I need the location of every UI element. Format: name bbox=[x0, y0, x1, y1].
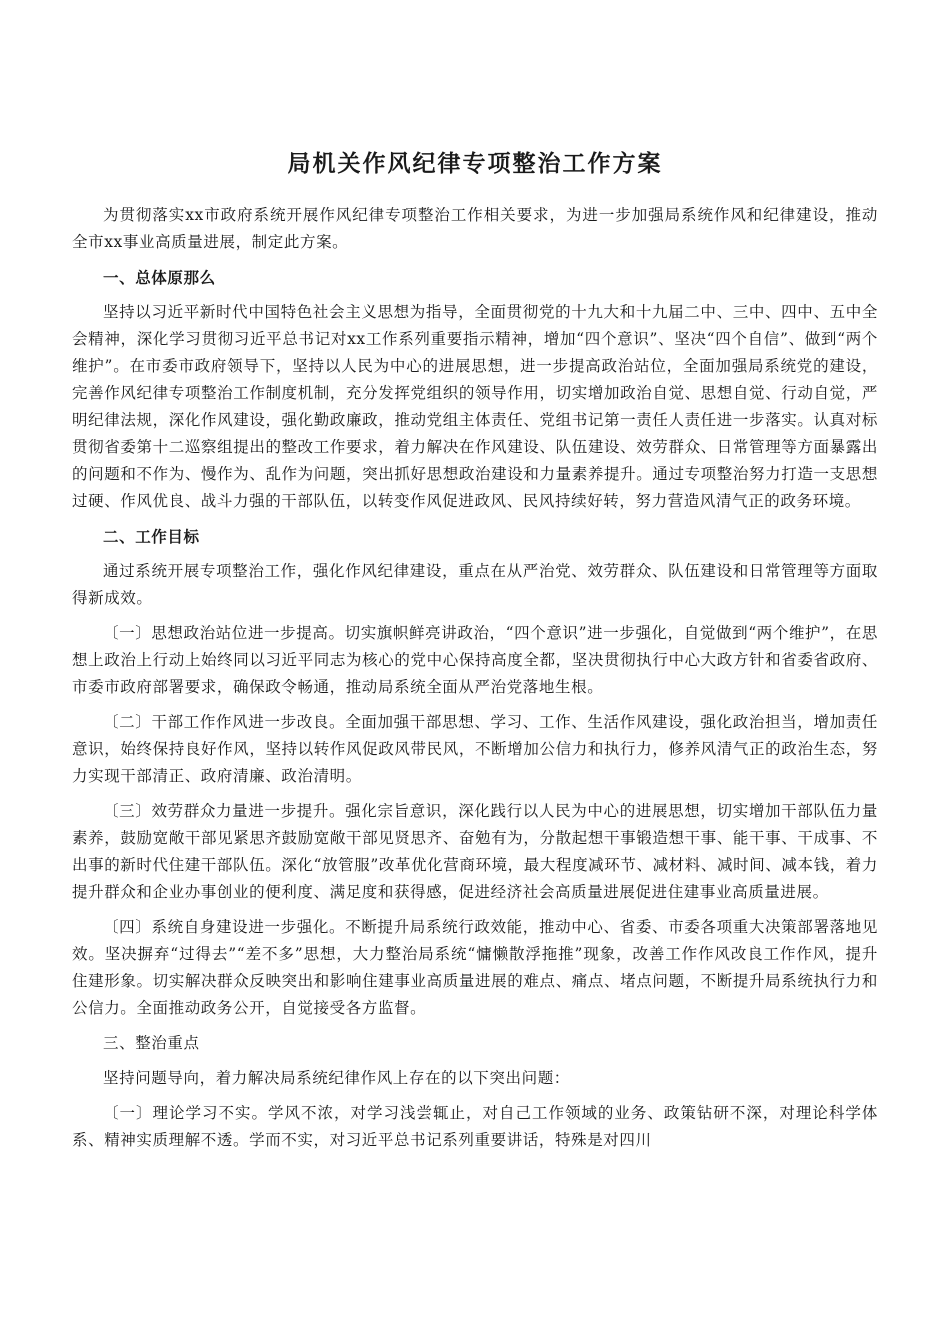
paragraph-focus-1: 〔一〕理论学习不实。学风不浓，对学习浅尝辄止，对自己工作领域的业务、政策钻研不深，对理论科学体系、精神实质理解不透。学而不实，对习近平总书记系列重要讲话，特殊是对四川 bbox=[72, 1103, 878, 1149]
section-heading-2: 二、工作目标 bbox=[103, 526, 200, 546]
section-heading-1: 一、总体原那么 bbox=[103, 267, 216, 287]
document-title: 局机关作风纪律专项整治工作方案 bbox=[287, 150, 663, 177]
section-heading-3: 三、整治重点 bbox=[103, 1033, 200, 1052]
paragraph-focus-intro: 坚持问题导向，着力解决局系统纪律作风上存在的以下突出问题： bbox=[103, 1068, 570, 1087]
paragraph-goal-3: 〔三〕效劳群众力量进一步提升。强化宗旨意识，深化践行以人民为中心的进展思想，切实增加干部队伍力量素养，鼓励宽敞干部见紧思齐鼓励宽敞干部见贤思齐、奋勉有为，分散起想干事锻造想干事、能干事、干成事、不出事的新时代住建干部队伍。深化“放管服”改革优化营商环境，最大程度减环节、减材料、减时间、减本钱，着力提升群众和企业办事创业的便利度、满足度和获得感，促进经济社会高质量进展促进住建事业高质量进展。 bbox=[72, 801, 878, 901]
paragraph-goal-1: 〔一〕思想政治站位进一步提高。切实旗帜鲜亮讲政治，“四个意识”进一步强化，自觉做到“两个维护”，在思想上政治上行动上始终同以习近平同志为核心的党中心保持高度全都，坚决贯彻执行中心大政方针和省委省政府、市委市政府部署要求，确保政令畅通，推动局系统全面从严治党落地生根。 bbox=[72, 623, 878, 696]
paragraph-goals-intro: 通过系统开展专项整治工作，强化作风纪律建设，重点在从严治党、效劳群众、队伍建设和日常管理等方面取得新成效。 bbox=[72, 561, 878, 607]
paragraph-goal-4: 〔四〕系统自身建设进一步强化。不断提升局系统行政效能，推动中心、省委、市委各项重大决策部署落地见效。坚决摒弃“过得去”“差不多”思想，大力整治局系统“慵懒散浮拖推”现象，改善工作作风改良工作作风，提升住建形象。切实解决群众反映突出和影响住建事业高质量进展的难点、痛点、堵点问题，不断提升局系统执行力和公信力。全面推动政务公开，自觉接受各方监督。 bbox=[72, 917, 878, 1017]
paragraph-goal-2: 〔二〕干部工作作风进一步改良。全面加强干部思想、学习、工作、生活作风建设，强化政治担当，增加责任意识，始终保持良好作风，坚持以转作风促政风带民风，不断增加公信力和执行力，修养风清气正的政治生态，努力实现干部清正、政府清廉、政治清明。 bbox=[72, 712, 878, 785]
paragraph-principles: 坚持以习近平新时代中国特色社会主义思想为指导，全面贯彻党的十九大和十九届二中、三中、四中、五中全会精神，深化学习贯彻习近平总书记对xx工作系列重要指示精神，增加“四个意识”、坚决“四个自信”、做到“两个维护”。在市委市政府领导下，坚持以人民为中心的进展思想，进一步提高政治站位，全面加强局系统党的建设，完善作风纪律专项整治工作制度机制，充分发挥党组织的领导作用，切实增加政治自觉、思想自觉、行动自觉，严明纪律法规，深化作风建设，强化勤政廉政，推动党组主体责任、党组书记第一责任人责任进一步落实。认真对标贯彻省委第十二巡察组提出的整改工作要求，着力解决在作风建设、队伍建设、效劳群众、日常管理等方面暴露出的问题和不作为、慢作为、乱作为问题，突出抓好思想政治建设和力量素养提升。通过专项整治努力打造一支思想过硬、作风优良、战斗力强的干部队伍，以转变作风促进政风、民风持续好转，努力营造风清气正的政务环境。 bbox=[72, 302, 878, 510]
paragraph-intro: 为贯彻落实xx市政府系统开展作风纪律专项整治工作相关要求，为进一步加强局系统作风和纪律建设，推动全市xx事业高质量进展，制定此方案。 bbox=[72, 205, 878, 251]
